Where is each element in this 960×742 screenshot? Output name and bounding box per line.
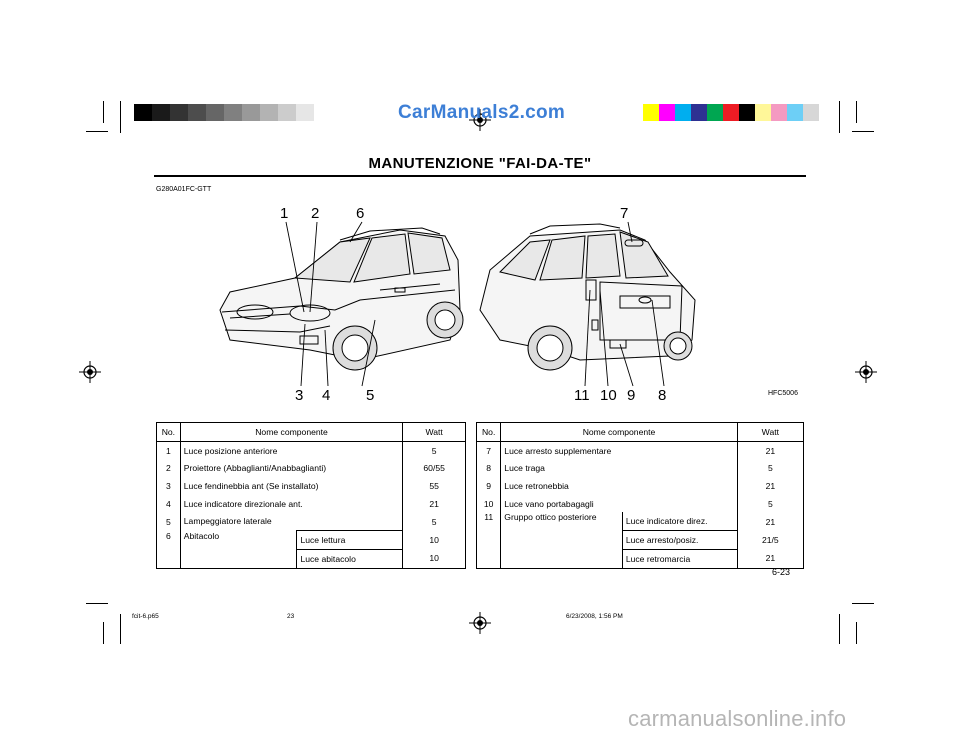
callout-6: 6 [356,205,365,222]
table-row: 11 Gruppo ottico posteriore Luce indicatore direz. 21 [477,512,804,530]
table-row: 4 Luce indicatore direzionale ant. 21 [157,495,466,513]
footer-datetime: 6/23/2008, 1:56 PM [566,613,623,620]
footer-file: fcit-6.p65 [132,613,159,620]
table-row: 5 Lampeggiatore laterale 5 [157,512,466,530]
color-swatch [803,104,819,121]
col-header-watt: Watt [737,423,803,442]
callout-1: 1 [280,205,289,222]
registration-mark-icon [469,612,491,634]
callout-7: 7 [620,205,629,222]
color-swatch [755,104,771,121]
color-swatch [675,104,691,121]
col-header-name: Nome componente [180,423,403,442]
footer-page: 23 [287,613,295,620]
bulb-table-right [476,422,804,569]
callout-11: 11 [574,387,590,404]
callout-4: 4 [322,387,331,404]
front-car-drawing [220,228,463,370]
table-row: 1 Luce posizione anteriore 5 [157,441,466,459]
watermark-carmanuals: CarManuals2.com [398,102,566,123]
color-swatch [771,104,787,121]
callout-3: 3 [295,387,304,404]
col-header-watt: Watt [403,423,466,442]
registration-mark-icon [79,361,101,383]
watermark-carmanualsonline: carmanualsonline.info [628,706,847,731]
col-header-no: No. [477,423,501,442]
table-row: 9 Luce retronebbia 21 [477,477,804,495]
callout-10: 10 [600,387,617,404]
color-swatch [659,104,675,121]
color-swatch [739,104,755,121]
section-code: G280A01FC-GTT [156,186,212,193]
table-header-row [477,423,804,442]
table-row: 10 Luce vano portabagagli 5 [477,495,804,513]
rear-car-drawing [480,224,695,370]
table-row: 6 Abitacolo Luce lettura 10 [157,531,466,550]
col-header-no: No. [157,423,181,442]
figure-code: HFC5006 [768,390,798,397]
table-header-row [157,423,466,442]
bulb-table-left [156,422,466,569]
callout-5: 5 [366,387,375,404]
color-swatch [787,104,803,121]
table-row: 3 Luce fendinebbia ant (Se installato) 55 [157,477,466,495]
callout-2: 2 [311,205,320,222]
callout-8: 8 [658,387,667,404]
table-row: 8 Luce traga 5 [477,459,804,477]
page-number: 6-23 [772,567,791,577]
table-row: Luce abitacolo 10 [157,549,466,568]
color-swatch [723,104,739,121]
table-row: Luce retromarcia 21 [477,549,804,568]
callout-9: 9 [627,387,636,404]
table-row: 7 Luce arresto supplementare 21 [477,441,804,459]
table-row: Luce arresto/posiz. 21/5 [477,531,804,550]
vehicle-illustration [200,200,720,410]
page-title: MANUTENZIONE "FAI-DA-TE" [368,155,592,172]
color-swatch [691,104,707,121]
color-swatch [707,104,723,121]
table-row: 2 Proiettore (Abbaglianti/Anabbaglianti) 60/55 [157,459,466,477]
col-header-name: Nome componente [501,423,737,442]
registration-mark-icon [855,361,877,383]
title-rule [154,175,806,177]
color-swatch [643,104,659,121]
